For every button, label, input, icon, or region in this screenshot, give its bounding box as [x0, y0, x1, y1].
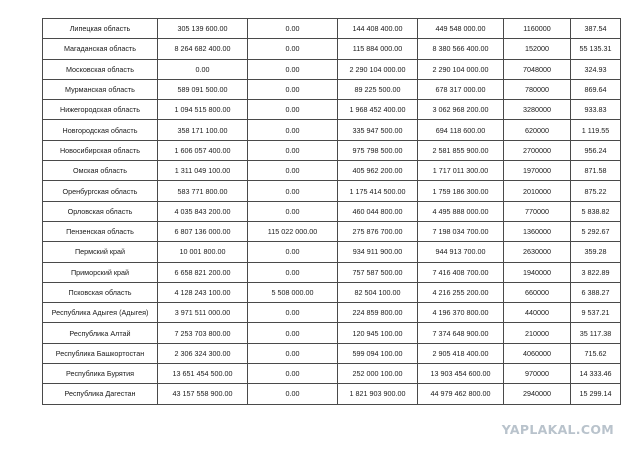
table-row	[43, 282, 621, 302]
total-cell: 944 913 700.00	[418, 242, 504, 262]
per-capita-cell: 871.58	[571, 161, 621, 181]
region-cell: Новгородская область	[43, 120, 158, 140]
value-cell-2: 0.00	[248, 59, 338, 79]
region-cell: Липецкая область	[43, 19, 158, 39]
value-cell-3: 599 094 100.00	[338, 343, 418, 363]
value-cell-3: 82 504 100.00	[338, 282, 418, 302]
value-cell-2: 5 508 000.00	[248, 282, 338, 302]
population-cell: 1360000	[504, 221, 571, 241]
population-cell: 7048000	[504, 59, 571, 79]
total-cell: 7 416 408 700.00	[418, 262, 504, 282]
per-capita-cell: 15 299.14	[571, 384, 621, 404]
table-row	[43, 140, 621, 160]
region-cell: Нижегородская область	[43, 100, 158, 120]
per-capita-cell: 5 838.82	[571, 201, 621, 221]
total-cell: 3 062 968 200.00	[418, 100, 504, 120]
value-cell-2: 115 022 000.00	[248, 221, 338, 241]
value-cell-1: 305 139 600.00	[158, 19, 248, 39]
value-cell-2: 0.00	[248, 19, 338, 39]
value-cell-1: 6 658 821 200.00	[158, 262, 248, 282]
table-row	[43, 59, 621, 79]
value-cell-3: 1 175 414 500.00	[338, 181, 418, 201]
value-cell-2: 0.00	[248, 161, 338, 181]
value-cell-1: 589 091 500.00	[158, 79, 248, 99]
table-body	[43, 19, 621, 405]
per-capita-cell: 6 388.27	[571, 282, 621, 302]
total-cell: 7 198 034 700.00	[418, 221, 504, 241]
total-cell: 8 380 566 400.00	[418, 39, 504, 59]
value-cell-1: 4 128 243 100.00	[158, 282, 248, 302]
value-cell-2: 0.00	[248, 201, 338, 221]
per-capita-cell: 869.64	[571, 79, 621, 99]
region-cell: Республика Бурятия	[43, 364, 158, 384]
watermark-logo: YAPLAKAL.COM	[501, 422, 614, 437]
value-cell-1: 10 001 800.00	[158, 242, 248, 262]
value-cell-1: 4 035 843 200.00	[158, 201, 248, 221]
per-capita-cell: 3 822.89	[571, 262, 621, 282]
value-cell-3: 934 911 900.00	[338, 242, 418, 262]
population-cell: 4060000	[504, 343, 571, 363]
table-row	[43, 201, 621, 221]
value-cell-3: 2 290 104 000.00	[338, 59, 418, 79]
population-cell: 152000	[504, 39, 571, 59]
value-cell-3: 335 947 500.00	[338, 120, 418, 140]
total-cell: 1 759 186 300.00	[418, 181, 504, 201]
table-row	[43, 39, 621, 59]
value-cell-2: 0.00	[248, 120, 338, 140]
per-capita-cell: 5 292.67	[571, 221, 621, 241]
per-capita-cell: 35 117.38	[571, 323, 621, 343]
table-row	[43, 120, 621, 140]
population-cell: 1160000	[504, 19, 571, 39]
region-cell: Орловская область	[43, 201, 158, 221]
table-row	[43, 181, 621, 201]
value-cell-2: 0.00	[248, 303, 338, 323]
population-cell: 440000	[504, 303, 571, 323]
table-row	[43, 384, 621, 404]
population-cell: 660000	[504, 282, 571, 302]
total-cell: 4 495 888 000.00	[418, 201, 504, 221]
value-cell-3: 757 587 500.00	[338, 262, 418, 282]
region-cell: Республика Башкортостан	[43, 343, 158, 363]
per-capita-cell: 387.54	[571, 19, 621, 39]
region-cell: Пензенская область	[43, 221, 158, 241]
population-cell: 970000	[504, 364, 571, 384]
per-capita-cell: 933.83	[571, 100, 621, 120]
region-cell: Московская область	[43, 59, 158, 79]
total-cell: 2 905 418 400.00	[418, 343, 504, 363]
value-cell-3: 1 821 903 900.00	[338, 384, 418, 404]
value-cell-3: 252 000 100.00	[338, 364, 418, 384]
value-cell-2: 0.00	[248, 39, 338, 59]
table-row	[43, 79, 621, 99]
table-row	[43, 323, 621, 343]
total-cell: 2 290 104 000.00	[418, 59, 504, 79]
region-cell: Республика Адыгея (Адыгея)	[43, 303, 158, 323]
value-cell-2: 0.00	[248, 262, 338, 282]
total-cell: 4 216 255 200.00	[418, 282, 504, 302]
total-cell: 2 581 855 900.00	[418, 140, 504, 160]
value-cell-3: 89 225 500.00	[338, 79, 418, 99]
value-cell-2: 0.00	[248, 364, 338, 384]
per-capita-cell: 359.28	[571, 242, 621, 262]
region-cell: Республика Алтай	[43, 323, 158, 343]
table-row	[43, 221, 621, 241]
region-cell: Новосибирская область	[43, 140, 158, 160]
total-cell: 1 717 011 300.00	[418, 161, 504, 181]
region-cell: Магаданская область	[43, 39, 158, 59]
value-cell-3: 405 962 200.00	[338, 161, 418, 181]
value-cell-1: 0.00	[158, 59, 248, 79]
per-capita-cell: 55 135.31	[571, 39, 621, 59]
region-cell: Псковская область	[43, 282, 158, 302]
per-capita-cell: 875.22	[571, 181, 621, 201]
region-cell: Оренбургская область	[43, 181, 158, 201]
region-cell: Пермский край	[43, 242, 158, 262]
population-cell: 770000	[504, 201, 571, 221]
value-cell-2: 0.00	[248, 323, 338, 343]
population-cell: 210000	[504, 323, 571, 343]
table-row	[43, 19, 621, 39]
population-cell: 1940000	[504, 262, 571, 282]
population-cell: 3280000	[504, 100, 571, 120]
total-cell: 4 196 370 800.00	[418, 303, 504, 323]
value-cell-3: 275 876 700.00	[338, 221, 418, 241]
per-capita-cell: 14 333.46	[571, 364, 621, 384]
population-cell: 2010000	[504, 181, 571, 201]
total-cell: 449 548 000.00	[418, 19, 504, 39]
value-cell-1: 8 264 682 400.00	[158, 39, 248, 59]
value-cell-1: 43 157 558 900.00	[158, 384, 248, 404]
population-cell: 620000	[504, 120, 571, 140]
per-capita-cell: 956.24	[571, 140, 621, 160]
region-budget-table	[42, 18, 621, 405]
value-cell-1: 358 171 100.00	[158, 120, 248, 140]
value-cell-2: 0.00	[248, 343, 338, 363]
data-sheet	[42, 18, 621, 405]
value-cell-2: 0.00	[248, 242, 338, 262]
region-cell: Мурманская область	[43, 79, 158, 99]
region-cell: Приморский край	[43, 262, 158, 282]
total-cell: 44 979 462 800.00	[418, 384, 504, 404]
population-cell: 2940000	[504, 384, 571, 404]
total-cell: 7 374 648 900.00	[418, 323, 504, 343]
per-capita-cell: 9 537.21	[571, 303, 621, 323]
value-cell-1: 13 651 454 500.00	[158, 364, 248, 384]
region-cell: Республика Дагестан	[43, 384, 158, 404]
table-row	[43, 343, 621, 363]
value-cell-2: 0.00	[248, 79, 338, 99]
table-row	[43, 100, 621, 120]
table-row	[43, 242, 621, 262]
total-cell: 678 317 000.00	[418, 79, 504, 99]
table-row	[43, 303, 621, 323]
total-cell: 694 118 600.00	[418, 120, 504, 140]
value-cell-1: 3 971 511 000.00	[158, 303, 248, 323]
value-cell-2: 0.00	[248, 384, 338, 404]
population-cell: 2630000	[504, 242, 571, 262]
per-capita-cell: 715.62	[571, 343, 621, 363]
per-capita-cell: 324.93	[571, 59, 621, 79]
value-cell-3: 224 859 800.00	[338, 303, 418, 323]
value-cell-2: 0.00	[248, 100, 338, 120]
value-cell-1: 2 306 324 300.00	[158, 343, 248, 363]
per-capita-cell: 1 119.55	[571, 120, 621, 140]
value-cell-2: 0.00	[248, 140, 338, 160]
value-cell-1: 583 771 800.00	[158, 181, 248, 201]
value-cell-1: 6 807 136 000.00	[158, 221, 248, 241]
value-cell-1: 1 094 515 800.00	[158, 100, 248, 120]
total-cell: 13 903 454 600.00	[418, 364, 504, 384]
population-cell: 780000	[504, 79, 571, 99]
value-cell-1: 7 253 703 800.00	[158, 323, 248, 343]
population-cell: 2700000	[504, 140, 571, 160]
value-cell-2: 0.00	[248, 181, 338, 201]
value-cell-1: 1 606 057 400.00	[158, 140, 248, 160]
value-cell-3: 975 798 500.00	[338, 140, 418, 160]
value-cell-3: 460 044 800.00	[338, 201, 418, 221]
table-row	[43, 364, 621, 384]
value-cell-3: 144 408 400.00	[338, 19, 418, 39]
value-cell-3: 115 884 000.00	[338, 39, 418, 59]
table-row	[43, 161, 621, 181]
value-cell-3: 1 968 452 400.00	[338, 100, 418, 120]
population-cell: 1970000	[504, 161, 571, 181]
value-cell-3: 120 945 100.00	[338, 323, 418, 343]
region-cell: Омская область	[43, 161, 158, 181]
table-row	[43, 262, 621, 282]
value-cell-1: 1 311 049 100.00	[158, 161, 248, 181]
